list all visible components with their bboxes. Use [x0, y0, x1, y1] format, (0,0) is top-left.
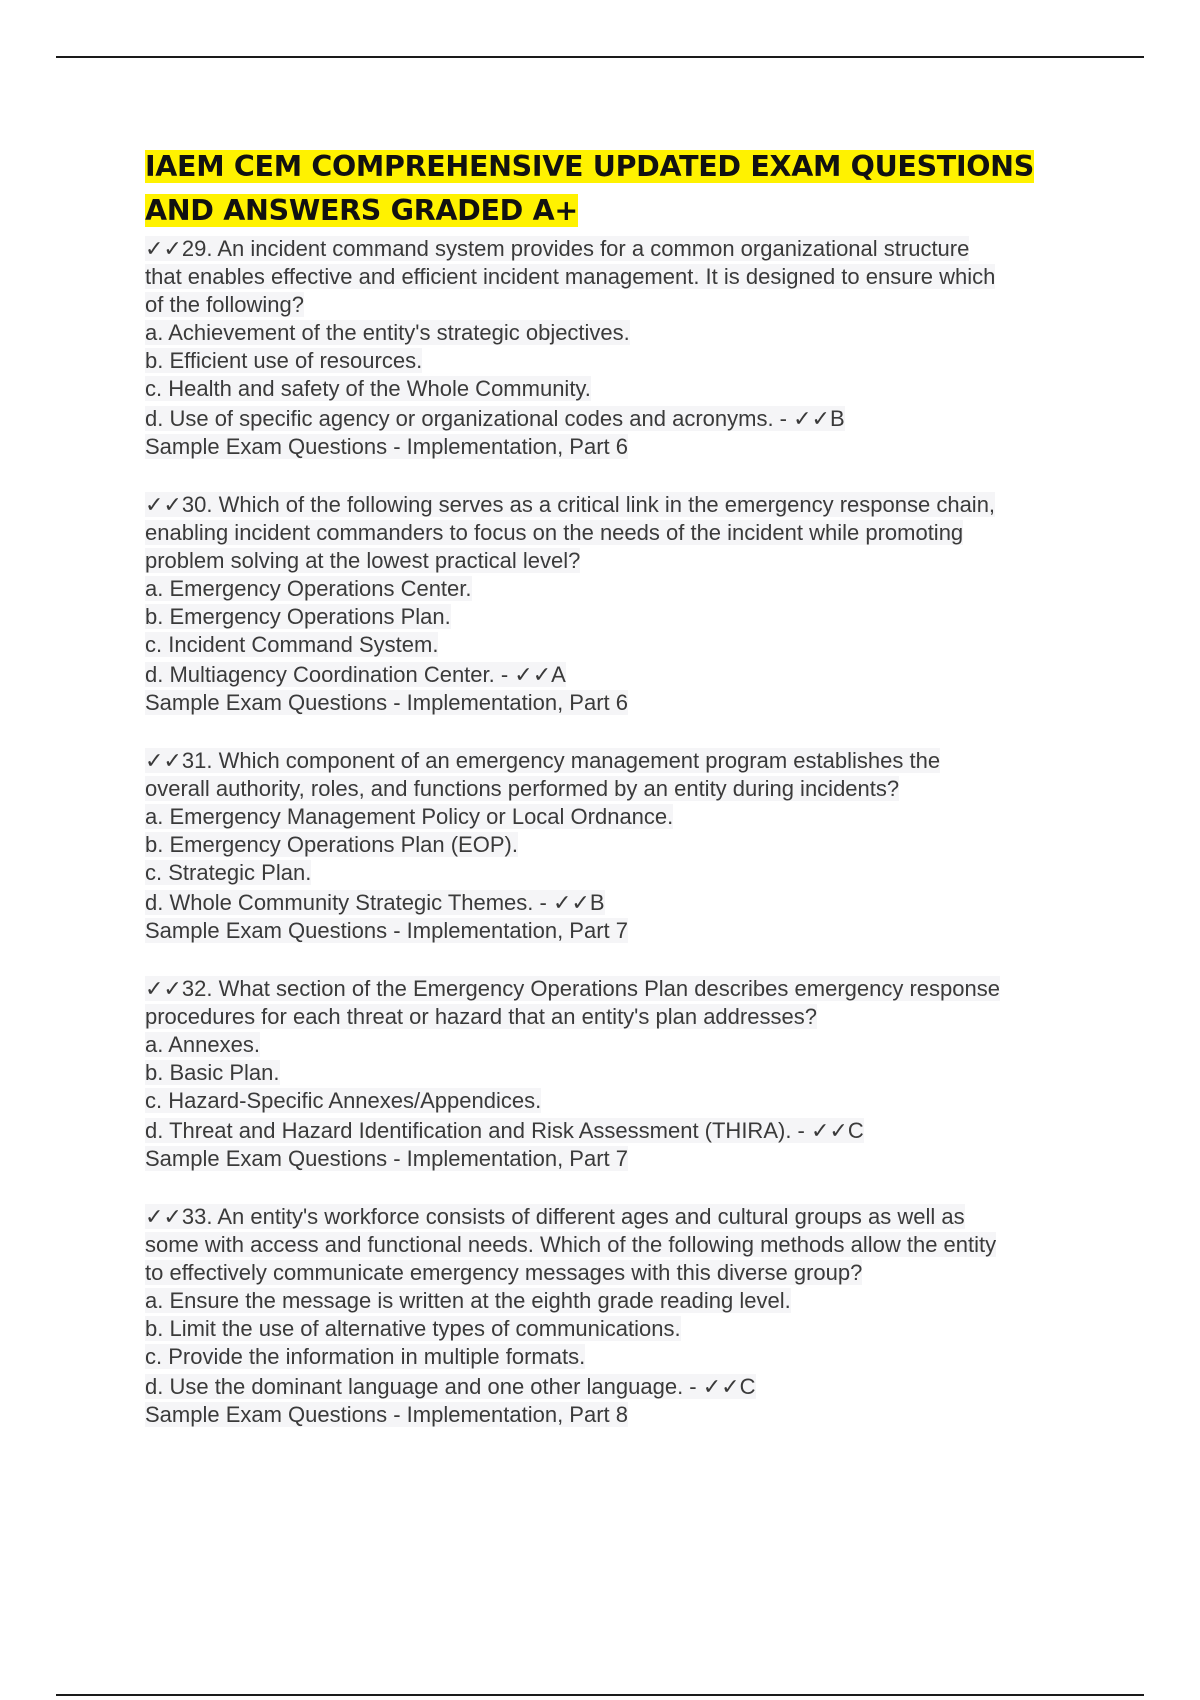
option-b: b. Emergency Operations Plan. — [145, 604, 451, 629]
document-title — [145, 145, 1085, 233]
option-a: a. Achievement of the entity's strategic objectives. — [145, 320, 630, 345]
option-c: c. Health and safety of the Whole Community. — [145, 376, 591, 401]
option-c: c. Incident Command System. — [145, 632, 439, 657]
question-text-line: ✓✓30. Which of the following serves as a critical link in the emergency response chain, — [145, 492, 996, 517]
option-d-answer: d. Use the dominant language and one other language. - ✓✓C — [145, 1374, 756, 1399]
header-rule — [56, 56, 1144, 58]
option-a: a. Emergency Operations Center. — [145, 576, 472, 601]
question-block — [145, 491, 1085, 717]
question-source: Sample Exam Questions - Implementation, Part 7 — [145, 1146, 628, 1171]
title-line-1: IAEM CEM COMPREHENSIVE UPDATED EXAM QUESTIONS — [145, 150, 1034, 183]
option-b: b. Emergency Operations Plan (EOP). — [145, 832, 518, 857]
question-source: Sample Exam Questions - Implementation, Part 6 — [145, 690, 628, 715]
question-text-line: ✓✓33. An entity's workforce consists of different ages and cultural groups as well as — [145, 1204, 965, 1229]
question-source: Sample Exam Questions - Implementation, Part 8 — [145, 1402, 628, 1427]
question-text-line: ✓✓32. What section of the Emergency Operations Plan describes emergency response — [145, 976, 1000, 1001]
question-text-line: procedures for each threat or hazard that an entity's plan addresses? — [145, 1004, 817, 1029]
option-a: a. Annexes. — [145, 1032, 260, 1057]
option-d-answer: d. Threat and Hazard Identification and Risk Assessment (THIRA). - ✓✓C — [145, 1118, 864, 1143]
question-block — [145, 747, 1085, 945]
option-d-answer: d. Multiagency Coordination Center. - ✓✓A — [145, 662, 566, 687]
option-d-answer: d. Use of specific agency or organizational codes and acronyms. - ✓✓B — [145, 406, 845, 431]
option-c: c. Hazard-Specific Annexes/Appendices. — [145, 1088, 542, 1113]
question-text-line: overall authority, roles, and functions performed by an entity during incidents? — [145, 776, 900, 801]
question-block — [145, 235, 1085, 461]
question-source: Sample Exam Questions - Implementation, Part 6 — [145, 434, 628, 459]
option-b: b. Basic Plan. — [145, 1060, 280, 1085]
question-text-line: of the following? — [145, 292, 304, 317]
question-source: Sample Exam Questions - Implementation, Part 7 — [145, 918, 628, 943]
option-a: a. Emergency Management Policy or Local Ordnance. — [145, 804, 674, 829]
question-text-line: ✓✓29. An incident command system provides for a common organizational structure — [145, 236, 970, 261]
document-body — [145, 145, 1085, 1459]
option-c: c. Strategic Plan. — [145, 860, 312, 885]
option-b: b. Limit the use of alternative types of communications. — [145, 1316, 681, 1341]
question-text-line: enabling incident commanders to focus on the needs of the incident while promoting — [145, 520, 964, 545]
option-a: a. Ensure the message is written at the eighth grade reading level. — [145, 1288, 791, 1313]
footer-rule — [56, 1694, 1144, 1696]
question-text-line: ✓✓31. Which component of an emergency management program establishes the — [145, 748, 941, 773]
option-d-answer: d. Whole Community Strategic Themes. - ✓✓B — [145, 890, 605, 915]
option-c: c. Provide the information in multiple formats. — [145, 1344, 586, 1369]
option-b: b. Efficient use of resources. — [145, 348, 423, 373]
question-block — [145, 975, 1085, 1173]
question-text-line: to effectively communicate emergency messages with this diverse group? — [145, 1260, 863, 1285]
question-text-line: problem solving at the lowest practical level? — [145, 548, 581, 573]
question-text-line: some with access and functional needs. Which of the following methods allow the entity — [145, 1232, 997, 1257]
question-text-line: that enables effective and efficient incident management. It is designed to ensure which — [145, 264, 996, 289]
question-block — [145, 1203, 1085, 1429]
title-line-2: AND ANSWERS GRADED A+ — [145, 194, 578, 227]
